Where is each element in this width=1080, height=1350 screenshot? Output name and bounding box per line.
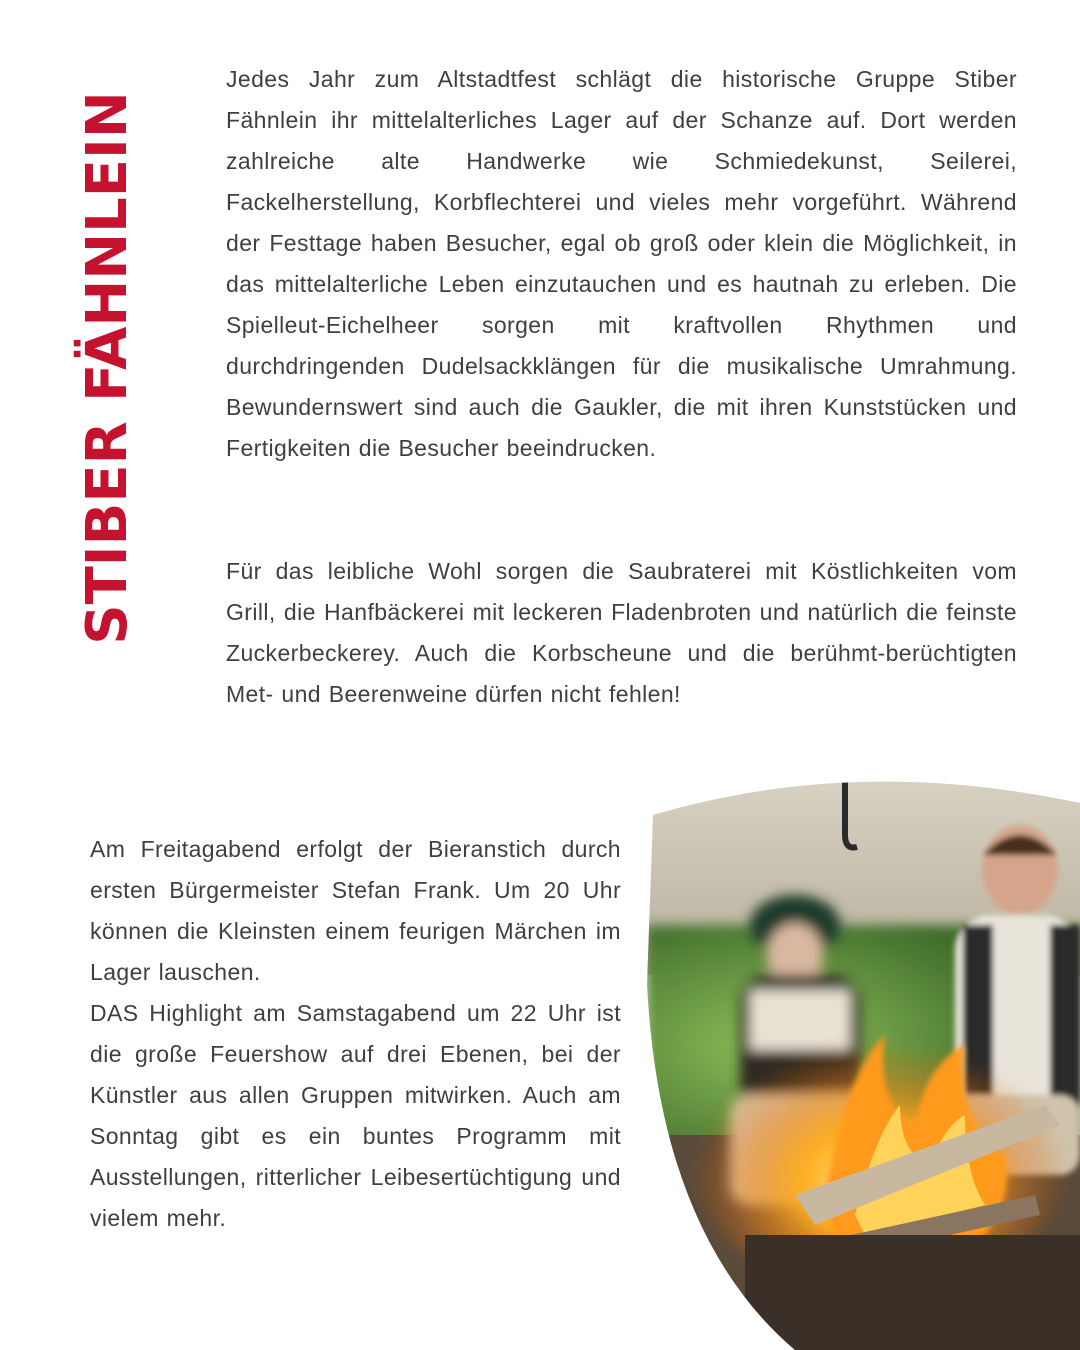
campfire-photo (645, 775, 1080, 1350)
page-title: STIBER FÄHNLEIN (75, 90, 140, 645)
food-paragraph: Für das leibliche Wohl sorgen die Saubraterei mit Köstlichkeiten vom Grill, die Hanfbäckerei mit leckeren Fladenbroten und natürlich die feinste Zuckerbeckerey. Auch die Korbscheune und die berühmt-berüchtigten Met- und Beerenweine dürfen nicht fehlen! (226, 558, 1017, 707)
title-container (75, 85, 140, 650)
friday-paragraph: Am Freitagabend erfolgt der Bieranstich durch ersten Bürgermeister Stefan Frank. Um 20 Uhr können die Kleinsten einem feurigen Märchen im Lager lauschen. (90, 836, 621, 985)
weekend-paragraph: DAS Highlight am Samstagabend um 22 Uhr ist die große Feuershow auf drei Ebenen, bei der Künstler aus allen Gruppen mitwirken. Auch am Sonntag gibt es ein buntes Programm mit Ausstellungen, ritterlicher Leibesertüchtigung und vielem mehr. (90, 1000, 621, 1231)
intro-paragraph: Jedes Jahr zum Altstadtfest schlägt die historische Gruppe Stiber Fähnlein ihr mittelalterliches Lager auf der Schanze auf. Dort werden zahlreiche alte Handwerke wie Schmiedekunst, Seilerei, Fackelherstellung, Korbflechterei und vieles mehr vorgeführt. Während der Festtage haben Besucher, egal ob groß oder klein die Möglichkeit, in das mittelalterliche Leben einzutauchen und es hautnah zu erleben. Die Spielleut-Eichelheer sorgen mit kraftvollen Rhythmen und durchdringenden Dudelsackklängen für die musikalische Umrahmung. Bewundernswert sind auch die Gaukler, die mit ihren Kunststücken und Fertigkeiten die Besucher beeindrucken. (226, 66, 1017, 461)
